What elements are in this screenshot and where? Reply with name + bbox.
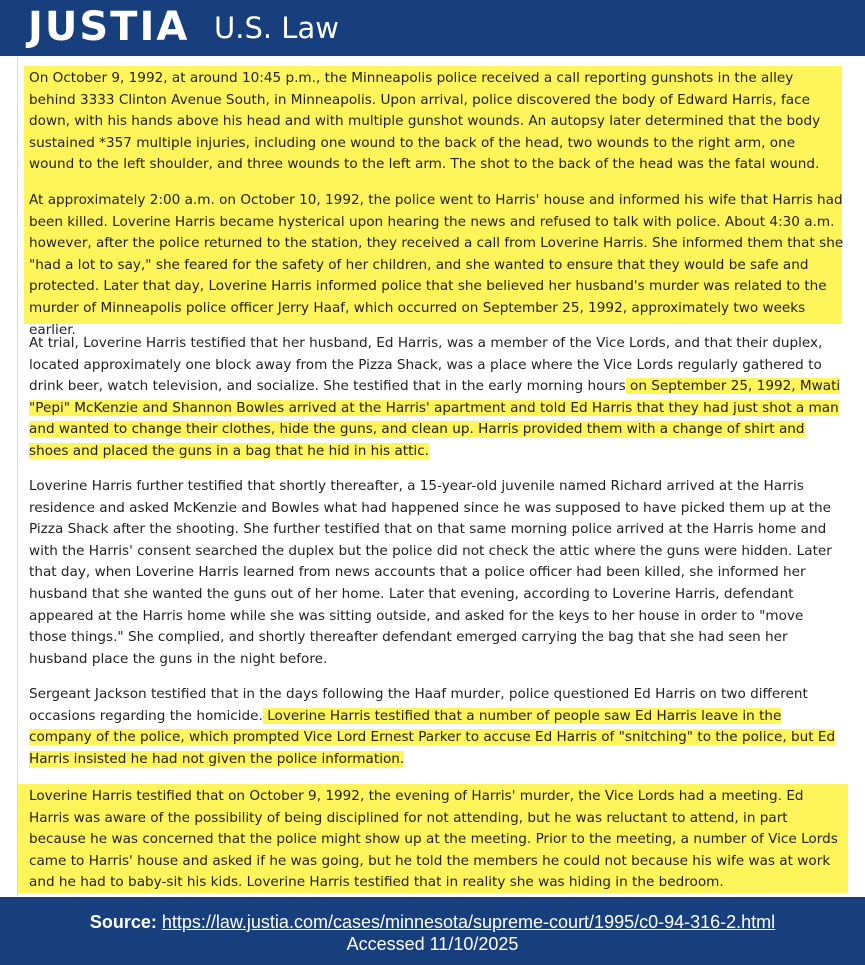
paragraph-4: Loverine Harris further testified that shortly thereafter, a 15-year-old juvenile named Richard arrived at the Harris residence and asked McKenzie and Bowles what had happened since he was supposed to have picked them up at the Pizza Shack after the shooting. She further testified that on that same morning police arrived at the Harris home and with the Harris' consent searched the duplex but the police did not check the attic where the guns were hidden. Later that day, when Loverine Harris learned from news accounts that a police officer had been killed, she informed her husband that she wanted the guns out of her home. Later that evening, according to Loverine Harris, defendant appeared at the Harris home while she was sitting outside, and asked for the keys to her house in order to "move those things." She complied, and shortly thereafter defendant emerged carrying the bag that she had seen her husband place the guns in the night before.	[29, 478, 832, 667]
paragraph-5	[29, 684, 844, 770]
justia-logo[interactable]: JUSTIA	[28, 4, 190, 50]
paragraph-5-text: Sergeant Jackson testified that in the days following the Haaf murder, police questioned Ed Harris on two different occasions regarding the homicide.	[29, 686, 808, 724]
source-line	[0, 911, 865, 933]
site-subtitle: U.S. Law	[214, 11, 339, 45]
paragraph-5-highlight: Loverine Harris testified that a number of people saw Ed Harris leave in the company of the police, which prompted Vice Lord Ernest Parker to accuse Ed Harris of "snitching" to the police, but Ed Harris insisted he had not given the police information.	[29, 707, 836, 767]
paragraph-6: Loverine Harris testified that on October 9, 1992, the evening of Harris' murder, the Vice Lords had a meeting. Ed Harris was aware of the possibility of being disciplined for not attending, but he was reluctant to attend, in part because he was concerned that the police might show up at the meeting. Prior to the meeting, a number of Vice Lords came to Harris' house and asked if he was going, but he told the members he could not because his wife was at work and he had to baby-sit his kids. Loverine Harris testified that in reality she was hiding in the bedroom.	[29, 788, 838, 891]
site-header	[0, 0, 865, 56]
source-link[interactable]: https://law.justia.com/cases/minnesota/supreme-court/1995/c0-94-316-2.html	[161, 912, 776, 932]
paragraph-1: On October 9, 1992, at around 10:45 p.m., the Minneapolis police received a call reporting gunshots in the alley behind 3333 Clinton Avenue South, in Minneapolis. Upon arrival, police discovered the body of Edward Harris, face down, with his hands above his head and with multiple gunshot wounds. An autopsy later determined that the body sustained *357 multiple injuries, including one wound to the back of the head, two wounds to the right arm, one wound to the left shoulder, and three wounds to the left arm. The shot to the back of the head was the fatal wound.	[29, 70, 821, 173]
paragraph-3-highlight: on September 25, 1992, Mwati "Pepi" McKenzie and Shannon Bowles arrived at the Harris' apartment and told Ed Harris that they had just shot a man and wanted to change their clothes, hide the guns, and clean up. Harris provided them with a change of shirt and shoes and placed the guns in a bag that he hid in his attic.	[29, 378, 841, 459]
paragraph-2: At approximately 2:00 a.m. on October 10, 1992, the police went to Harris' house and informed his wife that Harris had been killed. Loverine Harris became hysterical upon hearing the news and refused to talk with police. About 4:30 a.m. however, after the police returned to the station, they received a call from Loverine Harris. She informed them that she "had a lot to say," she feared for the safety of her children, and she wanted to ensure that they would be safe and protected. Later that day, Loverine Harris informed police that she believed her husband's murder was related to the murder of Minneapolis police officer Jerry Haaf, which occurred on September 25, 1992, approximately two weeks earlier.	[29, 192, 844, 338]
paragraph-3-text: At trial, Loverine Harris testified that her husband, Ed Harris, was a member of the Vice Lords, and that their duplex, located approximately one block away from the Pizza Shack, was a place where the Vice Lords regularly gathered to drink beer, watch television, and socialize. She testified that in the early morning hours	[29, 335, 823, 395]
source-label: Source:	[89, 912, 157, 932]
accessed-date: Accessed 11/10/2025	[346, 934, 519, 954]
source-footer	[0, 897, 865, 965]
paragraph-3	[29, 333, 844, 463]
